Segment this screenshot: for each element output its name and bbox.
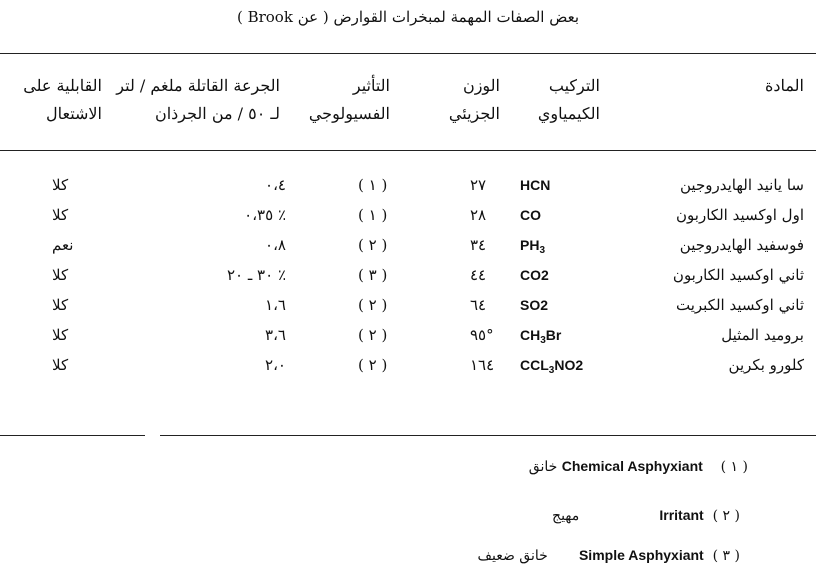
footnote-3-english: Simple Asphyxiant: [578, 547, 704, 563]
footnote-1-marker: ( ١ ): [720, 459, 748, 475]
cell-effect: ( ٢ ): [358, 326, 388, 344]
header-formula: [538, 72, 600, 128]
cell-weight: ٦٤: [470, 296, 487, 314]
cell-dose: ٪ ٠،٣٥: [244, 206, 286, 224]
header-dose-line1: الجرعة القاتلة ملغم / لتر: [116, 76, 280, 95]
footnote-3-arabic: خانق ضعيف: [477, 548, 548, 564]
header-formula-line1: التركيب: [548, 76, 600, 95]
header-material-label: المادة: [765, 76, 804, 95]
cell-material: اول اوكسيد الكاربون: [676, 206, 804, 224]
cell-flammable: نعم: [52, 236, 74, 254]
cell-flammable: كلا: [52, 356, 69, 374]
table-top-rule: [0, 53, 816, 54]
cell-material: فوسفيد الهايدروجين: [679, 236, 804, 254]
header-weight: [449, 72, 500, 128]
footnote-1-english: Chemical Asphyxiant: [561, 458, 703, 474]
cell-effect: ( ١ ): [358, 176, 388, 194]
header-weight-line2: الجزيئي: [448, 104, 500, 123]
table-row: [0, 320, 816, 350]
header-bottom-rule: [0, 150, 816, 151]
cell-effect: ( ٣ ): [358, 266, 388, 284]
footnote-1: [529, 458, 748, 475]
cell-dose: ٠،٤: [265, 176, 286, 194]
cell-formula: SO2: [520, 297, 549, 313]
cell-formula: CO: [520, 207, 541, 223]
header-effect-line2: الفسيولوجي: [308, 104, 390, 123]
cell-formula: $PH_3$: [520, 237, 546, 256]
cell-dose: ٠،٨: [265, 236, 286, 254]
cell-weight: ٤٤: [470, 266, 487, 284]
table-bottom-rule-right: [160, 435, 816, 436]
cell-dose: ٪ ٣٠ ـ ٢٠: [226, 266, 286, 284]
header-dose: [116, 72, 280, 128]
cell-flammable: كلا: [52, 206, 69, 224]
cell-dose: ٣،٦: [265, 326, 286, 344]
header-material: [765, 72, 804, 100]
table-row: [0, 290, 816, 320]
document-title: بعض الصفات المهمة لمبخرات القوارض ( عن Brook ): [236, 8, 580, 26]
cell-dose: ١،٦: [265, 296, 286, 314]
cell-flammable: كلا: [52, 326, 69, 344]
cell-flammable: كلا: [52, 266, 69, 284]
cell-weight: °٩٥: [470, 326, 494, 344]
header-effect: [309, 72, 390, 128]
cell-flammable: كلا: [52, 296, 69, 314]
cell-material: سا يانيد الهايدروجين: [680, 176, 804, 194]
cell-effect: ( ١ ): [358, 206, 388, 224]
footnote-1-arabic: خانق: [528, 459, 558, 475]
cell-material: ثاني اوكسيد الكبريت: [675, 296, 804, 314]
cell-dose: ٢،٠: [265, 356, 286, 374]
cell-weight: ٢٧: [470, 176, 487, 194]
cell-effect: ( ٢ ): [358, 356, 388, 374]
footnote-2-english: Irritant: [659, 507, 704, 523]
cell-material: كلورو بكرين: [728, 356, 804, 374]
header-formula-line2: الكيمياوي: [537, 104, 600, 123]
footnote-2-arabic: مهيج: [552, 508, 580, 524]
footnote-3: [478, 547, 741, 564]
cell-material: بروميد المثيل: [721, 326, 804, 344]
cell-formula: HCN: [520, 177, 551, 193]
header-dose-line2: لـ ٥٠ / من الجرذان: [154, 104, 280, 123]
cell-effect: ( ٢ ): [358, 236, 388, 254]
table-row: [0, 350, 816, 380]
table-row: [0, 170, 816, 200]
header-flammable-line1: القابلية على: [23, 76, 102, 95]
cell-weight: ٢٨: [470, 206, 487, 224]
cell-flammable: كلا: [52, 176, 69, 194]
cell-effect: ( ٢ ): [358, 296, 388, 314]
header-effect-line1: التأثير: [352, 76, 390, 95]
header-flammable-line2: الاشتعال: [45, 104, 102, 123]
footnote-3-marker: ( ٣ ): [712, 548, 740, 564]
header-weight-line1: الوزن: [462, 76, 500, 95]
cell-material: ثاني اوكسيد الكاربون: [672, 266, 804, 284]
footnote-2-marker: ( ٢ ): [712, 508, 740, 524]
cell-formula: $CCL_3NO2$: [520, 357, 584, 376]
header-flammable: [23, 72, 102, 128]
cell-formula: CO2: [520, 267, 549, 283]
cell-weight: ٣٤: [470, 236, 487, 254]
table-row: [0, 230, 816, 260]
cell-formula: $CH_3Br$: [520, 327, 562, 346]
table-row: [0, 260, 816, 290]
footnote-2: [552, 507, 740, 524]
table-row: [0, 200, 816, 230]
cell-weight: ١٦٤: [470, 356, 495, 374]
table-bottom-rule-left: [0, 435, 145, 436]
